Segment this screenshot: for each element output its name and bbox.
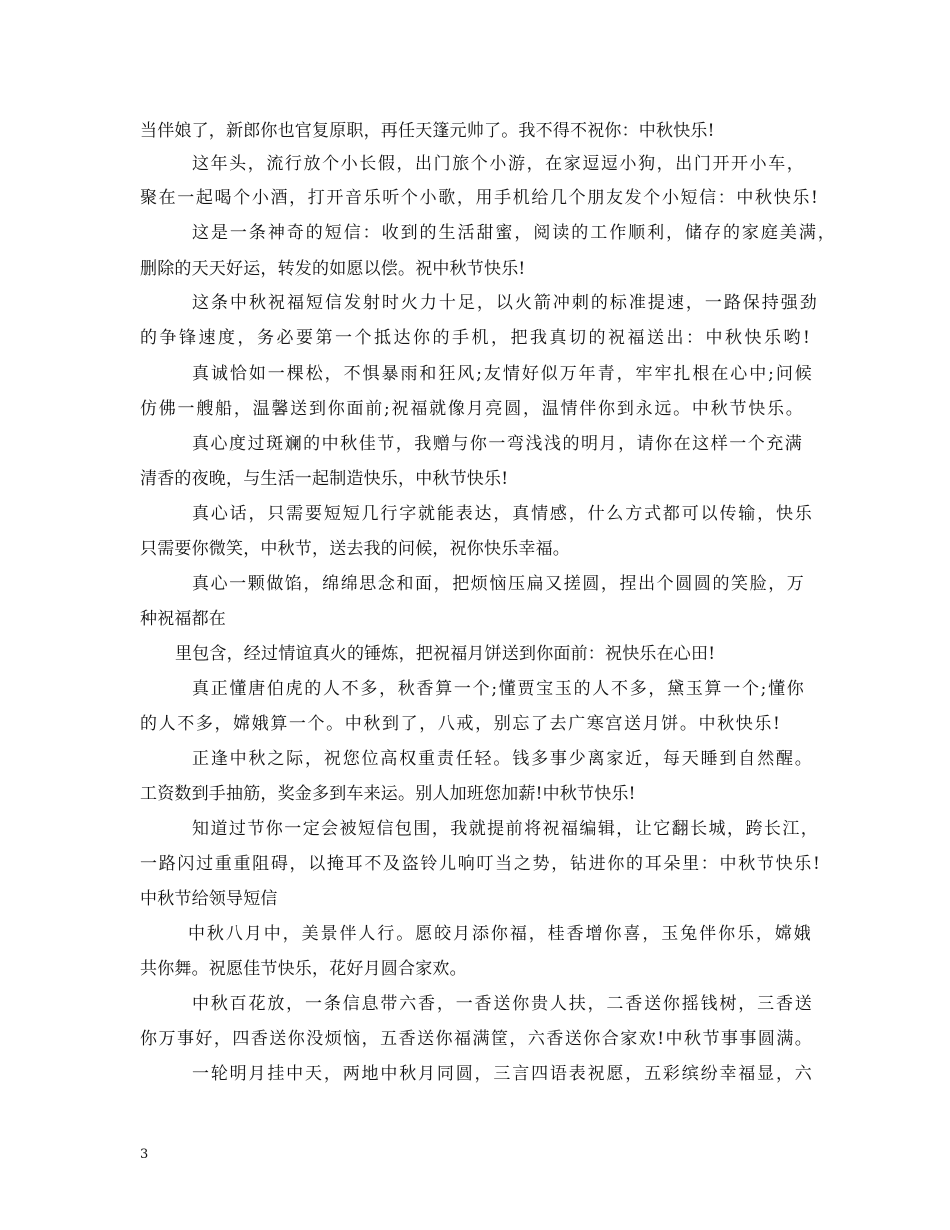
text-line: 知道过节你一定会被短信包围，我就提前将祝福编辑，让它翻长城，跨长江， <box>192 819 818 839</box>
text-line: 真诚恰如一棵松，不惧暴雨和狂风;友情好似万年青，牢牢扎根在心中;问候 <box>192 364 812 384</box>
text-line: 真正懂唐伯虎的人不多，秋香算一个;懂贾宝玉的人不多，黛玉算一个;懂你 <box>192 679 804 699</box>
text-line: 一轮明月挂中天，两地中秋月同圆，三言四语表祝愿，五彩缤纷幸福显，六 <box>192 1064 812 1084</box>
text-line: 删除的天天好运，转发的如愿以偿。祝中秋节快乐! <box>140 259 526 279</box>
text-line: 真心度过斑斓的中秋佳节，我赠与你一弯浅浅的明月，请你在这样一个充满 <box>192 434 802 454</box>
text-line: 的争锋速度，务必要第一个抵达你的手机，把我真切的祝福送出：中秋快乐哟! <box>140 328 810 348</box>
text-line: 工资数到手抽筋，奖金多到车来运。别人加班您加薪!中秋节快乐! <box>140 784 636 804</box>
text-line: 共你舞。祝愿佳节快乐，花好月圆合家欢。 <box>140 959 467 979</box>
text-line: 这条中秋祝福短信发射时火力十足，以火箭冲刺的标准提速，一路保持强劲 <box>192 293 817 313</box>
text-line: 这是一条神奇的短信：收到的生活甜蜜，阅读的工作顺利，储存的家庭美满， <box>192 223 835 243</box>
section-heading: 中秋节给领导短信 <box>140 889 278 909</box>
text-line: 聚在一起喝个小酒，打开音乐听个小歌，用手机给几个朋友发个小短信：中秋快乐! <box>140 188 818 208</box>
text-line: 的人不多，嫦娥算一个。中秋到了，八戒，别忘了去广寒宫送月饼。中秋快乐! <box>140 714 780 734</box>
text-line: 种祝福都在 <box>140 609 226 629</box>
text-line: 只需要你微笑，中秋节，送去我的问候，祝你快乐幸福。 <box>140 539 570 559</box>
text-line: 里包含，经过情谊真火的锤炼，把祝福月饼送到你面前：祝快乐在心田! <box>175 644 716 664</box>
text-line: 中秋八月中，美景伴人行。愿皎月添你福，桂香增你喜，玉兔伴你乐，嫦娥 <box>188 924 811 944</box>
text-line: 真心一颗做馅，绵绵思念和面，把烦恼压扁又搓圆，捏出个圆圆的笑脸，万 <box>192 574 804 594</box>
text-line: 你万事好，四香送你没烦恼，五香送你福满筐，六香送你合家欢!中秋节事事圆满。 <box>140 1029 812 1049</box>
text-line: 仿佛一艘船，温馨送到你面前;祝福就像月亮圆，温情伴你到永远。中秋节快乐。 <box>140 399 803 419</box>
text-line: 清香的夜晚，与生活一起制造快乐，中秋节快乐! <box>140 469 509 489</box>
text-line: 正逢中秋之际，祝您位高权重责任轻。钱多事少离家近，每天睡到自然醒。 <box>192 749 812 769</box>
text-line: 一路闪过重重阻碍，以掩耳不及盗铃儿响叮当之势，钻进你的耳朵里：中秋节快乐! <box>140 854 820 874</box>
page-number: 3 <box>140 1147 149 1162</box>
text-line: 当伴娘了，新郎你也官复原职，再任天篷元帅了。我不得不祝你：中秋快乐! <box>140 121 715 141</box>
text-line: 这年头，流行放个小长假，出门旅个小游，在家逗逗小狗，出门开开小车， <box>192 154 804 174</box>
text-line: 中秋百花放，一条信息带六香，一香送你贵人扶，二香送你摇钱树，三香送 <box>192 994 812 1014</box>
text-line: 真心话，只需要短短几行字就能表达，真情感，什么方式都可以传输，快乐 <box>192 504 812 524</box>
